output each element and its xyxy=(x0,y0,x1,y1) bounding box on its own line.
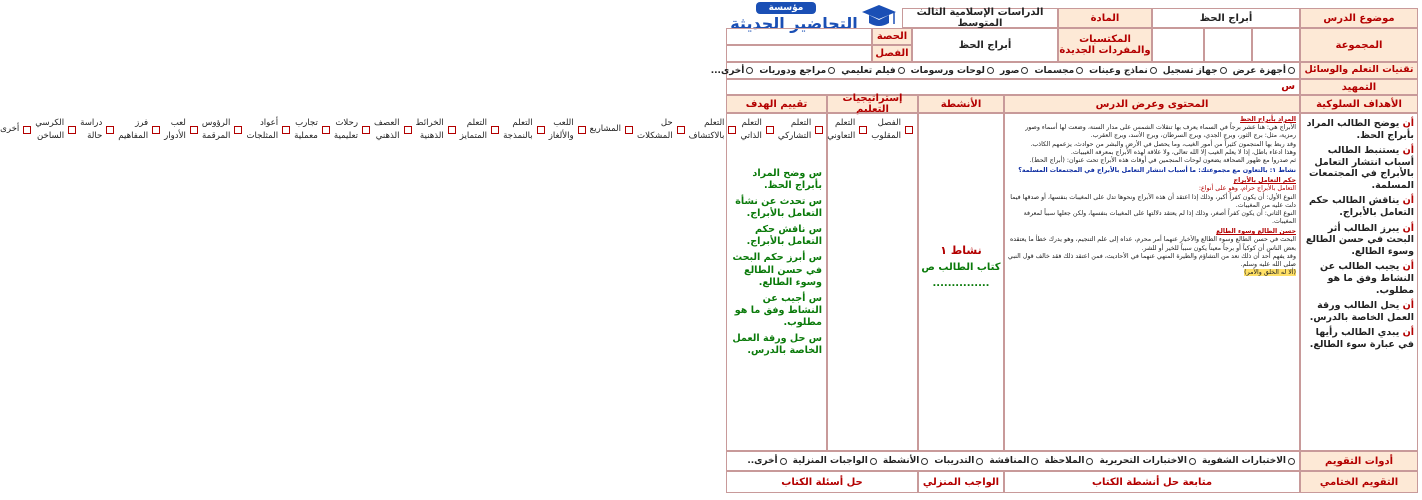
goal-item xyxy=(1304,300,1414,323)
strategy-item[interactable] xyxy=(590,123,633,136)
strategy-label: المشاريع xyxy=(589,124,622,135)
strategy-item[interactable] xyxy=(827,117,867,142)
checkbox-icon xyxy=(578,126,586,134)
tools-radio-group xyxy=(707,66,1299,76)
radio-circle-icon xyxy=(898,67,905,74)
tools-option-label: لوحات ورسومات xyxy=(910,65,985,76)
checkbox-icon xyxy=(68,126,76,134)
tools-option-label: أجهزة عرض xyxy=(1232,65,1286,76)
share-label: الحصة xyxy=(872,28,912,45)
strategy-label: أعواد المثلجات xyxy=(246,118,279,141)
checkbox-icon xyxy=(322,126,330,134)
strategy-label: الرؤوس المرقمة xyxy=(201,118,231,141)
strategy-item[interactable] xyxy=(164,117,198,142)
assessment-option[interactable] xyxy=(883,456,929,466)
content-section-2-body: النوع الأول: أن يكون كفراً أكبر، وذلك إذا اعتقد أن هذه الأبراج ونحوها تدل على المغيبات بنفسها، أو صدقها فيما دلت عليه من المغيبات. xyxy=(1010,193,1296,209)
intro-label: التمهيد xyxy=(1300,79,1418,95)
radio-circle-icon xyxy=(1076,67,1083,74)
radio-circle-icon xyxy=(1086,458,1093,465)
strategy-label: لعب الأدوار xyxy=(164,118,186,141)
evaluation-text: أبرز حكم البحث في حسن الطالع وسوء الطالع. xyxy=(732,252,822,288)
strategy-label: تجارب معملية xyxy=(294,118,318,141)
radio-circle-icon xyxy=(870,458,877,465)
content-section-3-body: البحث في حسن الطالع وسوء الطالع والأخبار عنهما أمر محرم، عداه إلى علم التنجيم، وهو يدرك خطأ ما يعتقده بعض الناس أن كوكباً أو برجاً معيناً يكون سبباً للخير أو للشر. xyxy=(1009,236,1296,252)
tools-option-label: جهاز تسجيل xyxy=(1162,65,1218,76)
evaluation-q-mark: س xyxy=(808,224,822,236)
goal-item xyxy=(1304,145,1414,191)
gains-label: المكتسبات والمفردات الجديدة xyxy=(1058,28,1152,62)
radio-circle-icon xyxy=(780,458,787,465)
goal-mark: أن xyxy=(1402,327,1414,339)
checkbox-icon xyxy=(677,126,685,134)
tools-option[interactable] xyxy=(911,66,994,76)
content-section-1-title: المراد بأبراج الحظ xyxy=(1240,116,1296,123)
radio-circle-icon xyxy=(746,67,753,74)
follow-activities: متابعة حل أنشطة الكتاب xyxy=(1004,471,1300,493)
goal-text: يناقش الطالب حكم التعامل بالأبراج. xyxy=(1308,195,1414,219)
class-value xyxy=(726,45,872,62)
radio-circle-icon xyxy=(921,458,928,465)
class-label: الفصل xyxy=(872,45,912,62)
activity-dots: ............... xyxy=(932,278,990,289)
goal-mark: أن xyxy=(1402,222,1414,234)
strategy-item[interactable] xyxy=(503,117,545,142)
tools-option-label: مجسمات xyxy=(1034,65,1075,76)
assessment-option[interactable] xyxy=(934,456,983,466)
content-activity-1: نشاط ١: بالتعاون مع مجموعتك: ما أسباب انتشار التعامل بالأبراج في المجتمعات المسلمة؟ xyxy=(1018,167,1296,175)
col-activities-header: الأنشطة xyxy=(918,95,1004,113)
strategy-label: التعلم التشاركي xyxy=(777,118,812,141)
radio-circle-icon xyxy=(828,67,835,74)
strategy-label: فرز المفاهيم xyxy=(118,118,149,141)
goal-item xyxy=(1304,118,1414,141)
tools-option[interactable] xyxy=(841,66,904,76)
goal-item xyxy=(1304,261,1414,296)
checkbox-icon xyxy=(537,126,545,134)
checkbox-icon xyxy=(152,126,160,134)
evaluation-item xyxy=(731,196,822,220)
strategy-label: رحلات تعليمية xyxy=(333,118,359,141)
checkbox-icon xyxy=(362,126,370,134)
strategy-label: التعلم بالنمذجة xyxy=(503,118,533,141)
share-value xyxy=(726,28,872,45)
assessment-option-label: الاختبارات التحريرية xyxy=(1099,456,1187,466)
strategy-item[interactable] xyxy=(0,123,31,136)
strategy-label: التعلم المتمايز xyxy=(459,118,488,141)
activity-book-ref: كتاب الطالب ص xyxy=(921,262,1001,273)
tools-option[interactable] xyxy=(1089,66,1157,76)
checkbox-icon xyxy=(282,126,290,134)
subject-value: الدراسات الإسلامية الثالث المتوسط xyxy=(902,8,1058,28)
strategy-label: التعلم بالاكتشاف xyxy=(688,118,725,141)
radio-circle-icon xyxy=(1031,458,1038,465)
content-section-1-body-4: ثم صدروا مع ظهور الصحافة يضعون لوحات المنجمين في أوقات هذه الأبراج تحت عنوان: (أبراج الحظ). xyxy=(1029,156,1296,164)
evaluation-text: أجيب عن النشاط وفق ما هو مطلوب. xyxy=(734,292,822,328)
tools-option-label: فيلم تعليمي xyxy=(841,65,896,76)
tools-option-label: مراجع ودوريات xyxy=(759,65,827,76)
evaluation-item xyxy=(731,333,822,357)
strategy-label: الفصل المقلوب xyxy=(871,118,901,141)
assessment-option-label: أخرى.. xyxy=(747,456,778,466)
radio-circle-icon xyxy=(1150,67,1157,74)
solve-questions: حل أسئلة الكتاب xyxy=(726,471,918,493)
assessment-option[interactable] xyxy=(793,456,877,466)
checkbox-icon xyxy=(234,126,242,134)
content-section-1-body-3: وهذا ادعاء باطل، إذا لا يعلم الغيب إلا الله تعالى، ولا علاقة لهذه الأبراج بمعرفة الغيبيات. xyxy=(1070,148,1296,156)
evaluation-item xyxy=(731,252,822,288)
content-section-2-title: حكم التعامل بالأبراج xyxy=(1233,177,1296,185)
content-section-2-sub: التعامل بالأبراج حرام، وهو على أنواع: xyxy=(1198,185,1296,193)
goal-item xyxy=(1304,223,1414,258)
evaluation-q-mark: س xyxy=(808,332,822,344)
goal-text: يوضح الطالب المراد بأبراج الحظ. xyxy=(1306,118,1414,141)
strategy-item[interactable] xyxy=(202,117,243,142)
checkbox-icon xyxy=(905,126,913,134)
evaluation-text: وضح المراد بأبراج الحظ. xyxy=(752,168,822,192)
checkbox-icon xyxy=(448,126,456,134)
assessment-option[interactable] xyxy=(1044,456,1093,466)
strategy-item[interactable] xyxy=(246,117,290,142)
goal-text: يحل الطالب ورقة العمل الخاصة بالدرس. xyxy=(1309,300,1414,323)
radio-circle-icon xyxy=(987,67,994,74)
assessment-option-label: الملاحظة xyxy=(1044,456,1085,466)
assessment-option-label: المناقشة xyxy=(989,456,1030,466)
group-cell-1 xyxy=(1252,28,1300,62)
assessment-options xyxy=(726,451,1300,471)
goal-text: يبدي الطالب رأيها في عبارة سوء الطالع. xyxy=(1309,327,1414,350)
strategy-label: العصف الذهني xyxy=(374,118,400,141)
strategy-item[interactable] xyxy=(637,117,685,142)
radio-circle-icon xyxy=(1288,458,1295,465)
goal-text: يجيب الطالب عن النشاط وفق ما هو مطلوب. xyxy=(1320,261,1414,296)
assessment-option-label: الأنشطة xyxy=(882,456,920,466)
tools-label: تقنيات التعلم والوسائل xyxy=(1300,62,1418,79)
goal-mark: أن xyxy=(1402,261,1414,273)
lesson-topic-label: موضوع الدرس xyxy=(1300,8,1418,28)
intro-value: س xyxy=(1281,81,1295,92)
strategy-item[interactable] xyxy=(460,117,499,142)
assessment-option-label: الواجبات المنزلية xyxy=(792,456,868,466)
group-cell-2 xyxy=(1204,28,1252,62)
evaluation-text: ناقش حكم التعامل بالأبراج. xyxy=(746,224,822,248)
evaluation-q-mark: س xyxy=(808,292,822,304)
homework-label: الواجب المنزلي xyxy=(918,471,1004,493)
strategy-label: التعلم الذاتي xyxy=(740,118,762,141)
checkbox-icon xyxy=(404,126,412,134)
evaluation-item xyxy=(731,224,822,248)
goal-mark: أن xyxy=(1402,195,1414,207)
content-section-3-body-2: وقد يفهم أحد أن ذلك نعد من التشاؤم والطيرة المنهي عنهما في الأحاديث، فمن اعتقد ذلك فقد خالف قول النبي صلى الله عليه وسلم. xyxy=(1008,252,1296,268)
strategy-item[interactable] xyxy=(549,117,586,142)
activity-title: نشاط ١ xyxy=(940,244,982,257)
strategy-item[interactable] xyxy=(35,117,76,142)
goal-item xyxy=(1304,327,1414,350)
group-label: المجموعة xyxy=(1300,28,1418,62)
logo-title: التحاضير الحديثة xyxy=(730,14,858,33)
tools-option-label: أخرى... xyxy=(710,65,745,76)
goal-mark: أن xyxy=(1402,145,1414,157)
checkbox-icon xyxy=(625,126,633,134)
strategy-label: الكرسي الساخن xyxy=(35,118,65,141)
col-strategies-header: إستراتيجيات التعليم xyxy=(827,95,918,113)
tools-option-label: صور xyxy=(999,65,1020,76)
tools-option[interactable] xyxy=(1034,66,1083,76)
radio-circle-icon xyxy=(1021,67,1028,74)
goals-column xyxy=(1300,113,1418,451)
lesson-topic-value: أبراج الحظ xyxy=(1152,8,1300,28)
col-evaluation-header: تقييم الهدف xyxy=(726,95,827,113)
group-cell-3 xyxy=(1152,28,1204,62)
checkbox-icon xyxy=(859,126,867,134)
strategy-item[interactable] xyxy=(294,117,330,142)
logo-brand: مؤسسة xyxy=(756,2,816,14)
assessment-option[interactable] xyxy=(989,456,1038,466)
evaluation-q-mark: س xyxy=(808,168,822,179)
subject-label: المادة xyxy=(1058,8,1152,28)
col-content-header: المحتوى وعرض الدرس xyxy=(1004,95,1300,113)
final-eval-label: التقويم الختامي xyxy=(1300,471,1418,493)
content-column xyxy=(1004,113,1300,451)
evaluation-item xyxy=(731,168,822,192)
content-section-1-body-2: وقد ربط بها المنجمون كثيراً من أمور الغيب، وما يحصل في الأرض والبشر من حوادث، يزعمهم الكاذب. xyxy=(1030,140,1296,148)
tools-option[interactable] xyxy=(711,66,754,76)
goal-text: يستنبط الطالب أسباب انتشار التعامل بالأبراج في المجتمعات المسلمة. xyxy=(1309,145,1414,191)
checkbox-icon xyxy=(106,126,114,134)
activities-column xyxy=(918,113,1004,451)
radio-circle-icon xyxy=(1220,67,1227,74)
intro-value-cell xyxy=(726,79,1300,95)
tools-option[interactable] xyxy=(1233,66,1295,76)
radio-circle-icon xyxy=(976,458,983,465)
strategy-item[interactable] xyxy=(871,117,913,142)
tools-option[interactable] xyxy=(1000,66,1029,76)
content-section-3-title: حسن الطالع وسوء الطالع xyxy=(1216,228,1296,236)
content-section-2-body-2: النوع الثاني: أن يكون كفراً أصغر، وذلك إذا لم يعتقد دلالتها على المغيبات بنفسها، ولكن جعلها سبباً لمعرفة المغيبات. xyxy=(1023,209,1296,226)
goal-item xyxy=(1304,195,1414,218)
tools-option[interactable] xyxy=(1163,66,1227,76)
strategy-item[interactable] xyxy=(334,117,370,142)
checkbox-icon xyxy=(190,126,198,134)
gains-value: أبراج الحظ xyxy=(912,28,1058,62)
col-goals-header: الأهداف السلوكية xyxy=(1300,95,1418,113)
strategy-label: اللعب والألغاز xyxy=(548,118,574,141)
checkbox-icon xyxy=(23,126,31,134)
goal-text: يبرز الطالب أثر البحث في حسن الطالع وسوء الطالع. xyxy=(1305,222,1414,257)
strategy-item[interactable] xyxy=(118,117,160,142)
evaluation-q-mark: س xyxy=(808,252,822,264)
assessment-option[interactable] xyxy=(747,456,786,466)
evaluation-text: حل ورقة العمل الخاصة بالدرس. xyxy=(732,332,822,357)
strategy-label: حل المشكلات xyxy=(637,118,673,141)
content-quote: (ألا له الخلق والأمر) xyxy=(1244,269,1296,277)
evaluation-item xyxy=(731,293,822,329)
assessment-option-label: التدريبات xyxy=(934,456,975,466)
assessment-radio-group xyxy=(743,456,1299,466)
strategy-label: أخرى xyxy=(0,124,20,135)
strategy-item[interactable] xyxy=(374,117,412,142)
checkbox-icon xyxy=(491,126,499,134)
evaluation-column xyxy=(726,113,827,451)
assessment-option-label: الاختبارات الشفوية xyxy=(1201,456,1286,466)
radio-circle-icon xyxy=(1288,67,1295,74)
content-section-1-body: الأبراج هي: هنا عشر برجاً في السماء يعرف بها تنقلات الشمس على مدار السنة، وضعت لها أسماء وصور رمزية، مثل: برج الثور، وبرج الجدي، وبرج السرطان، وبرج الأسد، وبرج العقرب. xyxy=(1025,124,1296,140)
tools-option-label: نماذج وعينات xyxy=(1089,65,1148,76)
radio-circle-icon xyxy=(1189,458,1196,465)
assessment-label: أدوات التقويم xyxy=(1300,451,1418,471)
strategy-label: الخرائط الذهنية xyxy=(415,118,444,141)
evaluation-q-mark: س xyxy=(808,196,822,208)
assessment-option[interactable] xyxy=(1202,456,1295,466)
strategy-item[interactable] xyxy=(80,117,114,142)
strategy-label: التعلم التعاوني xyxy=(827,118,856,141)
goal-mark: أن xyxy=(1402,300,1414,312)
strategy-label: دراسة حالة xyxy=(80,118,103,141)
tools-options xyxy=(710,62,1300,79)
goal-mark: أن xyxy=(1402,118,1414,129)
evaluation-text: تحدث عن نشأة التعامل بالأبراج. xyxy=(735,196,822,220)
tools-option[interactable] xyxy=(759,66,835,76)
assessment-option[interactable] xyxy=(1099,456,1195,466)
strategy-item[interactable] xyxy=(416,117,456,142)
